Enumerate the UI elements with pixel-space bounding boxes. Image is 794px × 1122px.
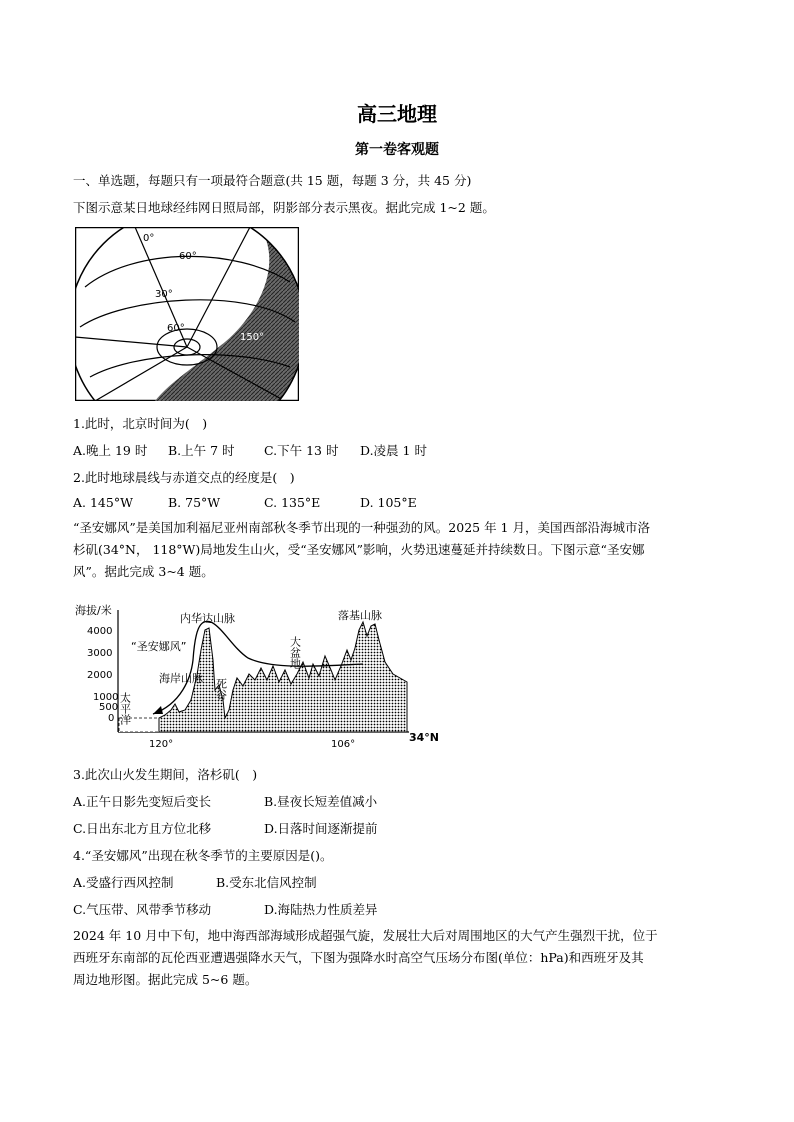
q3-option-c[interactable]: C.日出东北方且方位北移 [73, 821, 212, 836]
q3-option-b[interactable]: B.昼夜长短差值减小 [264, 794, 378, 809]
y-axis-label: 海拔/米 [75, 604, 112, 617]
q4-option-d[interactable]: D.海陆热力性质差异 [264, 902, 378, 917]
fig1-label: 150° [240, 332, 265, 343]
label-nevada: 内华达山脉 [180, 612, 235, 625]
passage-line: 杉矶(34°N， 118°W)局地发生山火，受“圣安娜风”影响，火势迅速蔓延并持续数日。下图示意“圣安娜 [73, 542, 645, 557]
y-tick: 500 [99, 702, 119, 713]
y-tick: 3000 [87, 648, 113, 659]
passage-line: 风”。据此完成 3~4 题。 [73, 564, 214, 579]
passage-line: 西班牙东南部的瓦伦西亚遭遇强降水天气，下图为强降水时高空气压场分布图(单位：hPa)和西班牙及其 [73, 950, 644, 965]
label-coast: 海岸山脉 [159, 672, 203, 685]
label-basin: 大盆地 [288, 636, 302, 669]
q1-2-stem: 下图示意某日地球经纬网日照局部，阴影部分表示黑夜。据此完成 1~2 题。 [73, 200, 495, 215]
passage-valencia [73, 925, 721, 991]
q4-option-a[interactable]: A.受盛行西风控制 [73, 875, 174, 890]
q1-option-b[interactable]: B.上午 7 时 [168, 443, 235, 458]
q1-stem: 1.此时，北京时间为( ) [73, 416, 208, 431]
y-tick: 2000 [87, 670, 113, 681]
figure-santa-ana-profile [73, 600, 443, 750]
y-tick: 0 [108, 713, 115, 724]
y-tick: 1000 [93, 692, 119, 703]
fig1-label: 0° [143, 233, 155, 244]
q1-option-a[interactable]: A.晚上 19 时 [73, 443, 148, 458]
instruction-text: 一、单选题，每题只有一项最符合题意(共 15 题，每题 3 分，共 45 分) [73, 173, 472, 188]
x-tick: 106° [331, 739, 356, 750]
label-ocean: 太平洋 [118, 692, 132, 725]
passage-santa-ana [73, 517, 721, 583]
q3-option-a[interactable]: A.正午日影先变短后变长 [73, 794, 212, 809]
q2-stem: 2.此时地球晨线与赤道交点的经度是( ) [73, 470, 295, 485]
q4-option-b[interactable]: B.受东北信风控制 [216, 875, 317, 890]
q2-option-a[interactable]: A. 145°W [73, 495, 133, 510]
q3-option-d[interactable]: D.日落时间逐渐提前 [264, 821, 378, 836]
label-death-valley: 死谷 [214, 678, 228, 700]
label-rocky: 落基山脉 [338, 609, 382, 622]
q2-option-c[interactable]: C. 135°E [264, 495, 321, 510]
x-tick: 120° [149, 739, 174, 750]
latitude-label: 34°N [409, 731, 440, 744]
label-wind: “圣安娜风” [131, 640, 187, 653]
section-title: 第一卷客观题 [355, 142, 439, 158]
q2-option-d[interactable]: D. 105°E [360, 495, 417, 510]
q2-option-b[interactable]: B. 75°W [168, 495, 221, 510]
page-title: 高三地理 [357, 102, 437, 126]
q1-option-c[interactable]: C.下午 13 时 [264, 443, 339, 458]
q1-option-d[interactable]: D.凌晨 1 时 [360, 443, 427, 458]
passage-line: 周边地形图。据此完成 5~6 题。 [73, 972, 258, 987]
q3-stem: 3.此次山火发生期间，洛杉矶( ) [73, 767, 258, 782]
q4-option-c[interactable]: C.气压带、风带季节移动 [73, 902, 212, 917]
passage-line: 2024 年 10 月中下旬，地中海西部海域形成超强气旋，发展壮大后对周围地区的大气产生强烈干扰，位于 [73, 928, 658, 943]
fig1-label: 30° [155, 289, 173, 300]
figure-graticule [75, 227, 299, 401]
passage-line: “圣安娜风”是美国加利福尼亚州南部秋冬季节出现的一种强劲的风。2025 年 1 月，美国西部沿海城市洛 [73, 520, 650, 535]
fig1-label: 60° [179, 251, 197, 262]
y-tick: 4000 [87, 626, 113, 637]
q4-stem: 4.“圣安娜风”出现在秋冬季节的主要原因是()。 [73, 848, 333, 863]
fig1-label: 60° [167, 323, 185, 334]
wind-arrowhead [153, 706, 163, 714]
